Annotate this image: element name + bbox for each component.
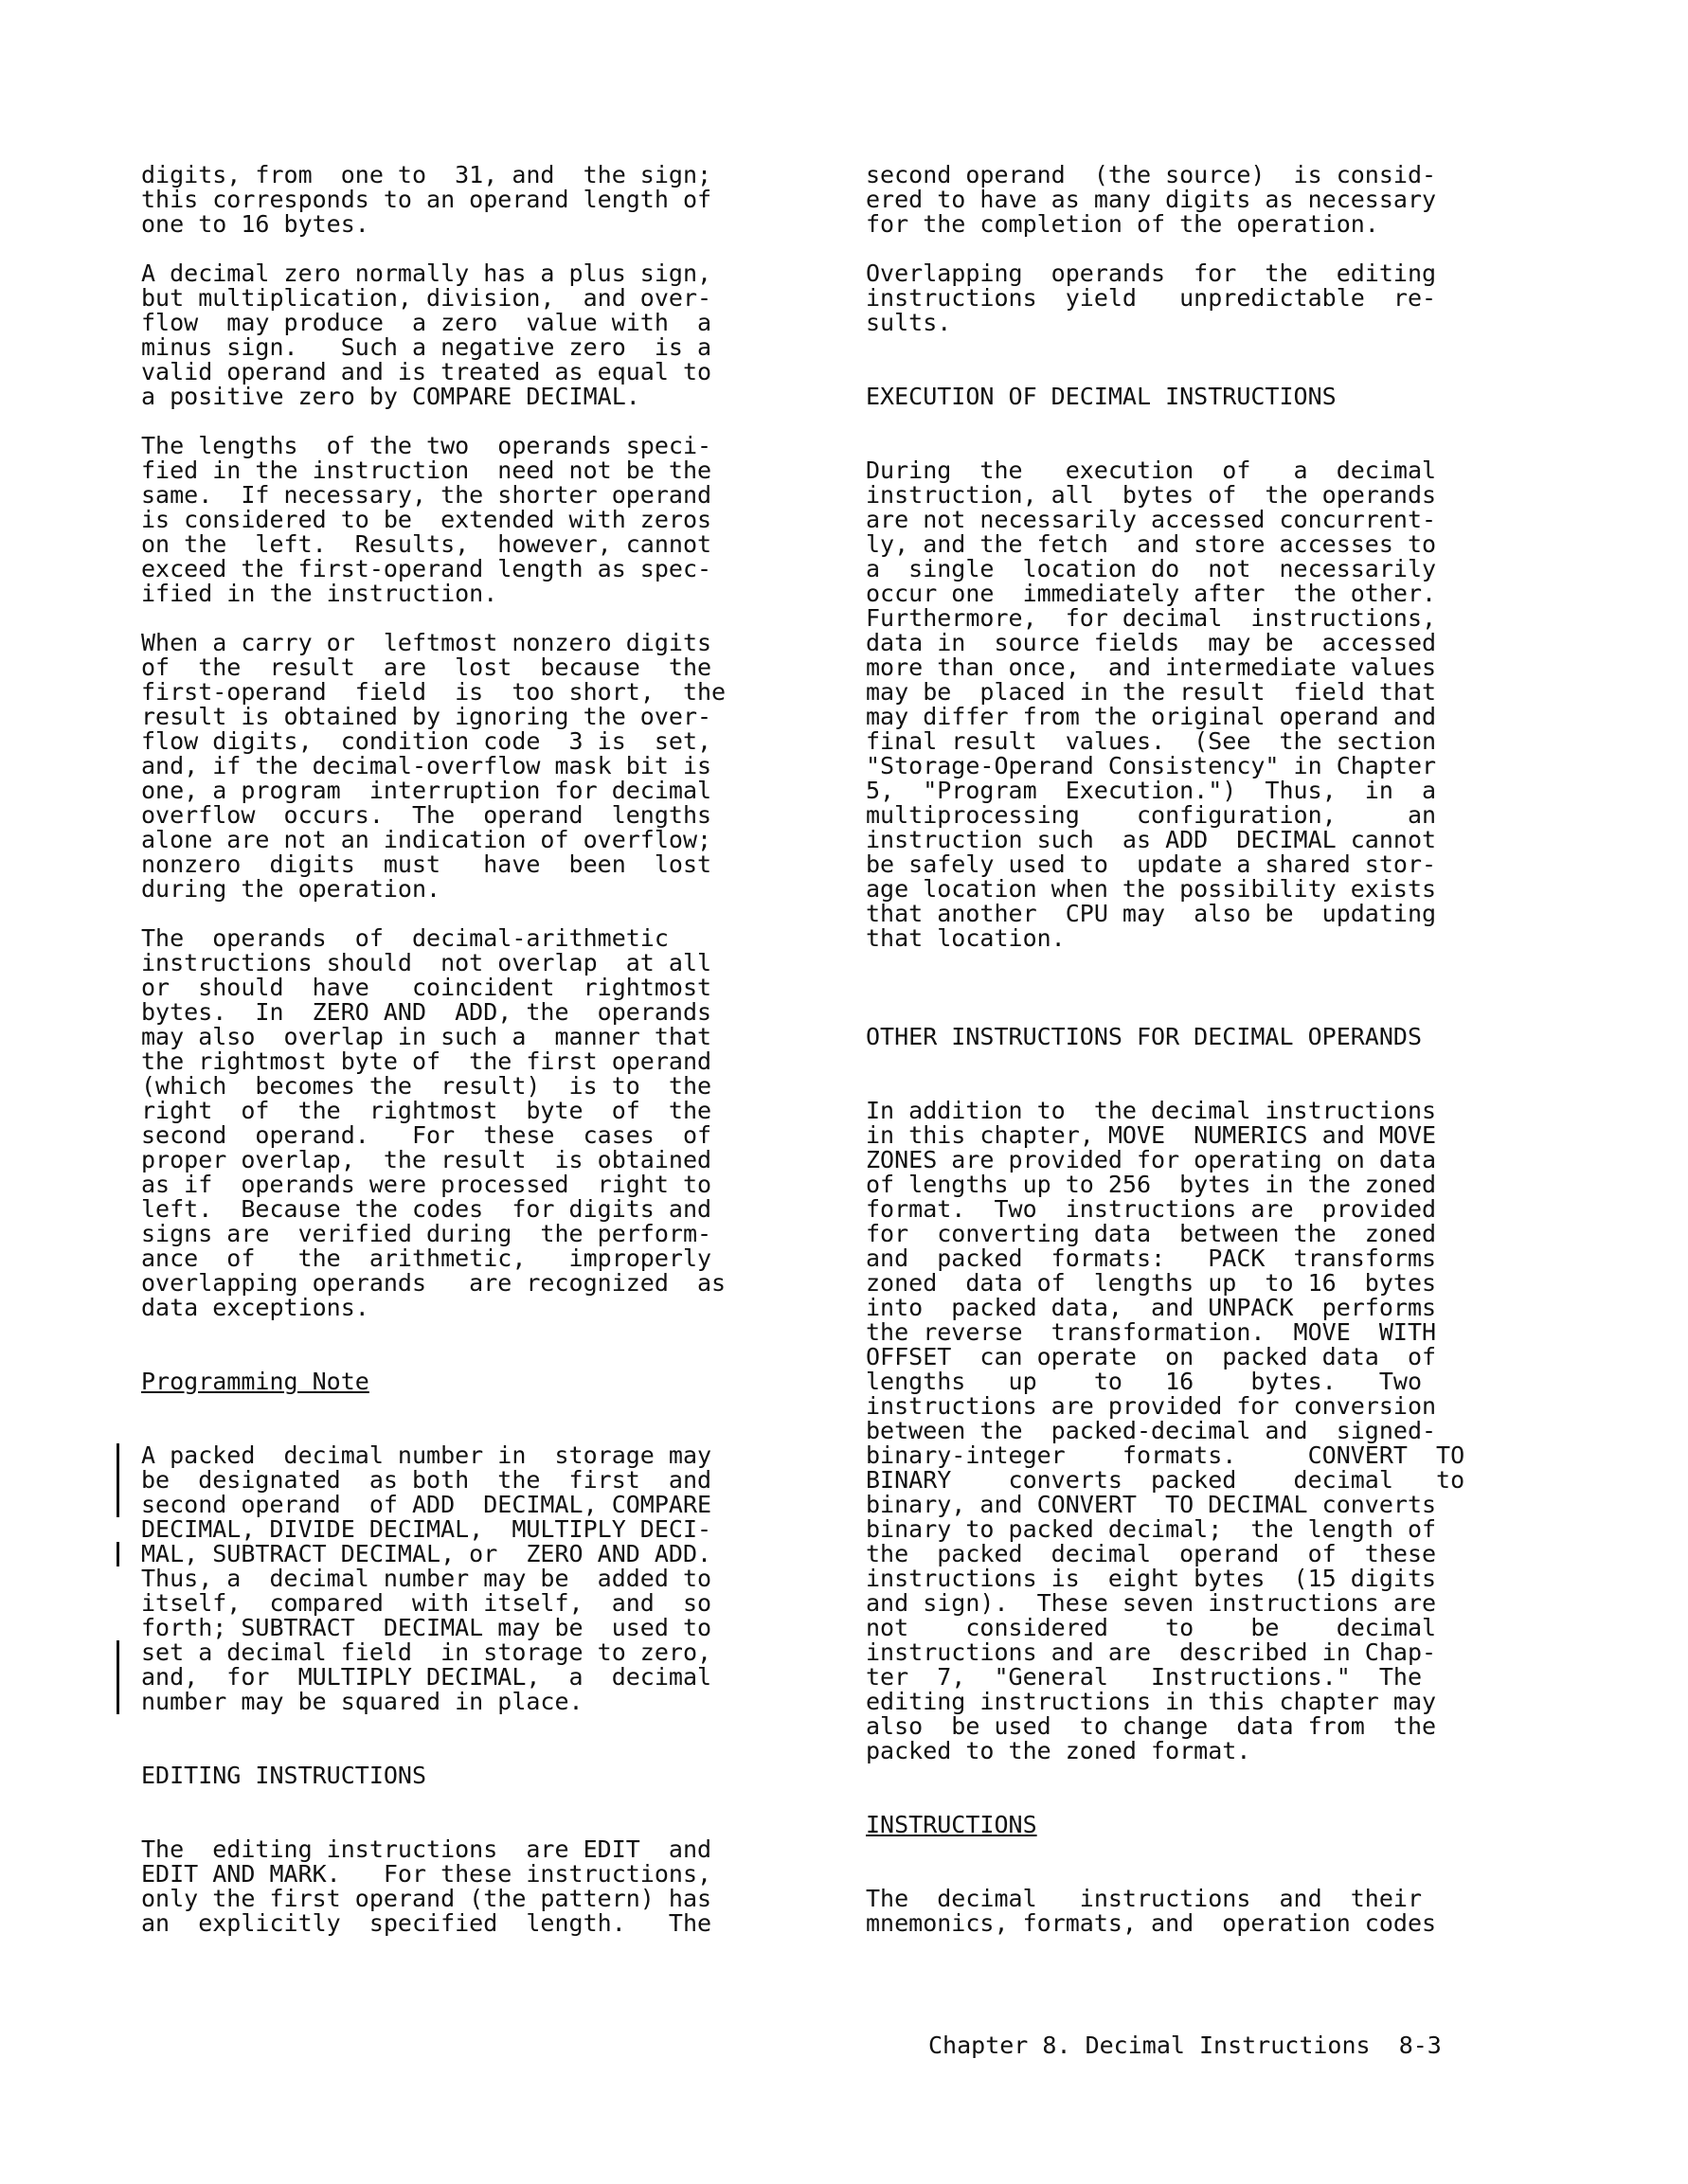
paragraph: The lengths of the two operands speci- fied in the instruction need not be the same. If necessary, the shorter operand is considered to be extended with zeros on the left. Results, however, cannot exceed the first-operand length as spec- ified in the instruction. bbox=[141, 432, 712, 607]
page-footer: Chapter 8. Decimal Instructions 8-3 bbox=[928, 2032, 1442, 2059]
section-heading: EDITING INSTRUCTIONS bbox=[141, 1762, 427, 1789]
change-bar bbox=[117, 1443, 119, 1517]
paragraph: During the execution of a decimal instruction, all bytes of the operands are not necessarily accessed concurrent- ly, and the fetch and store accesses to a single location do not necessarily occur one immediately after the other. Furthermore, for decimal instructions, data in source fields may be accessed more than once, and intermediate values may be placed in the result field that may differ from the original operand and final result values. (See the section "Storage-Operand Consistency" in Chapter 5, "Program Execution.") Thus, in a multiprocessing configuration, an instruction such as ADD DECIMAL cannot be safely used to update a shared stor- age location when the possibility exists that another CPU may also be updating that location. bbox=[866, 456, 1437, 952]
paragraph: Overlapping operands for the editing instructions yield unpredictable re- sults. bbox=[866, 260, 1437, 336]
paragraph: A decimal zero normally has a plus sign, but multiplication, division, and over- flow may produce a zero value with a minus sign. Such a negative zero is a valid operand and is treated as equal to a positive zero by COMPARE DECIMAL. bbox=[141, 260, 712, 410]
paragraph: second operand (the source) is consid- ered to have as many digits as necessary for the completion of the operation. bbox=[866, 161, 1437, 238]
change-bar bbox=[117, 1640, 119, 1714]
right-column bbox=[866, 163, 1535, 1960]
paragraph: In addition to the decimal instructions in this chapter, MOVE NUMERICS and MOVE ZONES are provided for operating on data of lengths up to 256 bytes in the zoned format. Two instructions are provided for converting data between the zoned and packed formats: PACK transforms zoned data of lengths up to 16 bytes into packed data, and UNPACK performs the reverse transformation. MOVE WITH OFFSET can operate on packed data of lengths up to 16 bytes. Two instructions are provided for conversion between the packed-decimal and signed- binary-integer formats. CONVERT TO BINARY converts packed decimal to binary, and CONVERT TO DECIMAL converts binary to packed decimal; the length of the packed decimal operand of these instructions is eight bytes (15 digits and sign). These seven instructions are not considered to be decimal instructions and are described in Chap- ter 7, "General Instructions." The editing instructions in this chapter may also be used to change data from the packed to the zoned format. bbox=[866, 1097, 1465, 1764]
change-bar bbox=[117, 1542, 119, 1566]
paragraph: The decimal instructions and their mnemonics, formats, and operation codes bbox=[866, 1885, 1437, 1937]
paragraph: digits, from one to 31, and the sign; this corresponds to an operand length of one to 16 bytes. bbox=[141, 161, 712, 238]
section-heading: OTHER INSTRUCTIONS FOR DECIMAL OPERANDS bbox=[866, 1023, 1422, 1050]
instructions-heading: INSTRUCTIONS bbox=[866, 1811, 1037, 1838]
section-heading: EXECUTION OF DECIMAL INSTRUCTIONS bbox=[866, 383, 1337, 410]
paragraph: The editing instructions are EDIT and EDIT AND MARK. For these instructions, only the first operand (the pattern) has an explicitly specified length. The bbox=[141, 1835, 712, 1937]
programming-note-heading: Programming Note bbox=[141, 1368, 369, 1395]
paragraph: The operands of decimal-arithmetic instructions should not overlap at all or should have coincident rightmost bytes. In ZERO AND ADD, the operands may also overlap in such a manner that the rightmost byte of the first operand (which becomes the result) is to the right of the rightmost byte of the second operand. For these cases of proper overlap, the result is obtained as if operands were processed right to left. Because the codes for digits and signs are verified during the perform- ance of the arithmetic, improperly overlapping operands are recognized as data exceptions. bbox=[141, 924, 727, 1321]
revision-block bbox=[141, 1443, 810, 1714]
paragraph: A packed decimal number in storage may be designated as both the first and second operand of ADD DECIMAL, COMPARE DECIMAL, DIVIDE DECIMAL, MULTIPLY DECI- MAL, SUBTRACT DECIMAL, or ZERO AND ADD. Thus, a decimal number may be added to itself, compared with itself, and so forth; SUBTRACT DECIMAL may be used to set a decimal field in storage to zero, and, for MULTIPLY DECIMAL, a decimal number may be squared in place. bbox=[141, 1441, 712, 1715]
paragraph: When a carry or leftmost nonzero digits of the result are lost because the first-operand field is too short, the result is obtained by ignoring the over- flow digits, condition code 3 is set, and, if the decimal-overflow mask bit is one, a program interruption for decimal overflow occurs. The operand lengths alone are not an indication of overflow; nonzero digits must have been lost during the operation. bbox=[141, 629, 727, 903]
left-column bbox=[141, 163, 810, 1960]
